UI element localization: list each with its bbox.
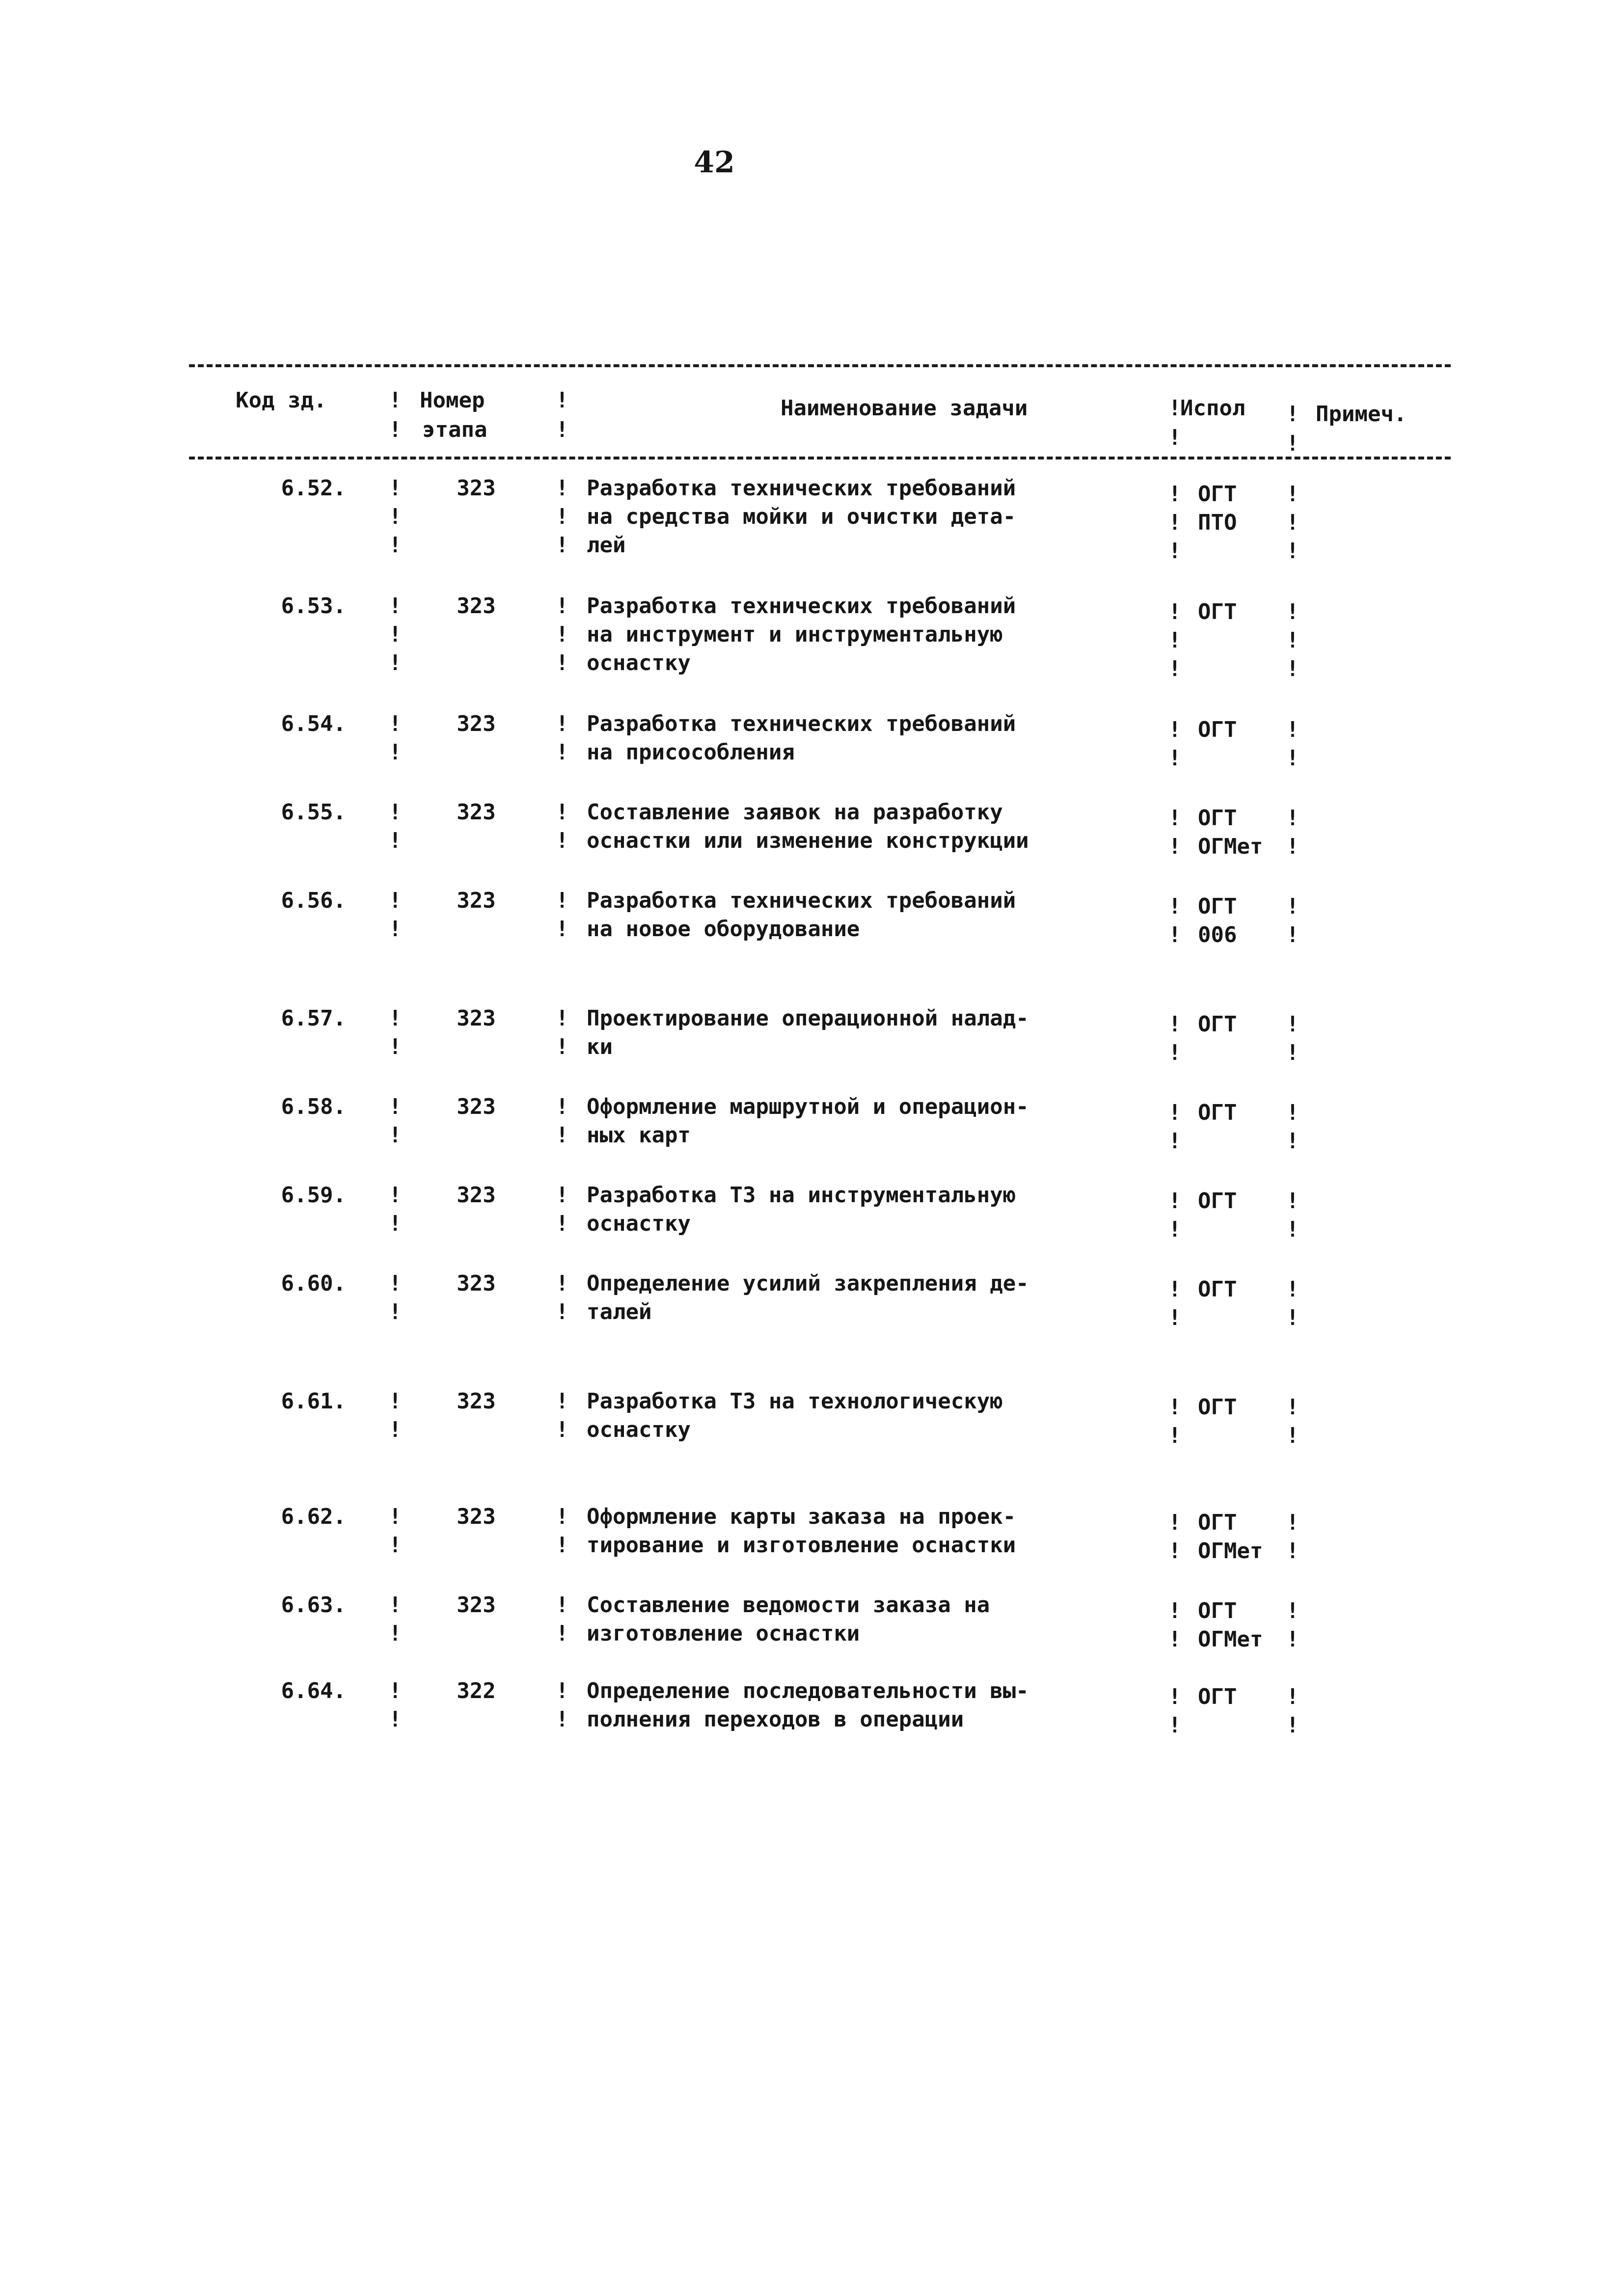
separator: ! — [555, 476, 569, 501]
separator: ! — [1286, 834, 1299, 859]
separator: ! — [1168, 1217, 1182, 1242]
separator: ! — [388, 594, 402, 619]
separator: ! — [1168, 1277, 1182, 1302]
separator: ! — [1286, 1713, 1299, 1738]
header-sep: ! — [1168, 396, 1182, 421]
separator: ! — [1168, 1539, 1182, 1564]
row-executor: ОГТ — [1198, 1598, 1237, 1623]
row-stage: 323 — [457, 1183, 496, 1208]
row-stage: 323 — [457, 1006, 496, 1031]
separator: ! — [1168, 628, 1182, 653]
header-stage: этапа — [422, 417, 487, 442]
row-executor: ОГТ — [1198, 806, 1237, 831]
row-name-line: на новое оборудование — [587, 917, 860, 942]
separator: ! — [1168, 1423, 1182, 1448]
separator: ! — [1286, 1510, 1299, 1535]
header-code: Код зд. — [236, 388, 327, 413]
separator: ! — [555, 1621, 569, 1646]
row-executor: ОГТ — [1198, 482, 1237, 507]
separator: ! — [1168, 1305, 1182, 1330]
header-sep: ! — [1286, 402, 1299, 427]
row-name-line: Определение последовательности вы- — [587, 1678, 1029, 1703]
row-name-line: оснастку — [587, 1417, 691, 1442]
separator: ! — [388, 1034, 402, 1059]
table-top-rule — [189, 364, 1451, 367]
row-executor: ОГТ — [1198, 1684, 1237, 1709]
separator: ! — [388, 1533, 402, 1558]
row-code: 6.52. — [281, 476, 346, 501]
separator: ! — [388, 800, 402, 825]
separator: ! — [1286, 539, 1299, 564]
separator: ! — [555, 533, 569, 558]
separator: ! — [555, 1417, 569, 1442]
row-name-line: Разработка ТЗ на инструментальную — [587, 1183, 1016, 1208]
separator: ! — [555, 1211, 569, 1236]
separator: ! — [1286, 746, 1299, 771]
separator: ! — [555, 1389, 569, 1414]
separator: ! — [1168, 1713, 1182, 1738]
header-sep: ! — [555, 388, 569, 413]
separator: ! — [1168, 1627, 1182, 1652]
separator: ! — [555, 711, 569, 736]
row-name-line: талей — [587, 1299, 652, 1324]
row-stage: 323 — [457, 888, 496, 913]
separator: ! — [555, 594, 569, 619]
separator: ! — [1168, 1012, 1182, 1037]
separator: ! — [555, 1707, 569, 1732]
header-name: Наименование задачи — [781, 396, 1028, 421]
row-name-line: Разработка технических требований — [587, 711, 1016, 736]
row-name-line: полнения переходов в операции — [587, 1707, 964, 1732]
separator: ! — [388, 476, 402, 501]
row-name-line: на присособления — [587, 740, 795, 765]
header-sep: ! — [388, 417, 402, 442]
separator: ! — [1168, 746, 1182, 771]
separator: ! — [1168, 1598, 1182, 1623]
separator: ! — [1168, 482, 1182, 507]
row-stage: 323 — [457, 711, 496, 736]
page-number: 42 — [694, 145, 735, 180]
separator: ! — [388, 917, 402, 942]
row-stage: 323 — [457, 1504, 496, 1529]
row-executor: ОГТ — [1198, 1510, 1237, 1535]
separator: ! — [555, 1183, 569, 1208]
separator: ! — [388, 1299, 402, 1324]
separator: ! — [388, 1094, 402, 1119]
separator: ! — [1286, 510, 1299, 535]
separator: ! — [555, 1034, 569, 1059]
row-name-line: ки — [587, 1034, 613, 1059]
separator: ! — [388, 740, 402, 765]
separator: ! — [388, 1504, 402, 1529]
separator: ! — [1286, 1423, 1299, 1448]
separator: ! — [388, 1389, 402, 1414]
separator: ! — [555, 1094, 569, 1119]
separator: ! — [388, 533, 402, 558]
header-sep: ! — [1286, 431, 1299, 456]
row-code: 6.63. — [281, 1593, 346, 1618]
separator: ! — [555, 828, 569, 853]
header-note: Примеч. — [1316, 402, 1407, 427]
row-executor: ОГМет — [1198, 1539, 1263, 1564]
separator: ! — [555, 1593, 569, 1618]
row-code: 6.57. — [281, 1006, 346, 1031]
separator: ! — [1168, 1395, 1182, 1420]
separator: ! — [388, 1593, 402, 1618]
separator: ! — [388, 1183, 402, 1208]
header-executor: Испол — [1180, 396, 1245, 421]
separator: ! — [1168, 1100, 1182, 1125]
separator: ! — [388, 1621, 402, 1646]
row-stage: 323 — [457, 1593, 496, 1618]
separator: ! — [1286, 482, 1299, 507]
row-name-line: Разработка технических требований — [587, 476, 1016, 501]
separator: ! — [1286, 1539, 1299, 1564]
separator: ! — [1286, 1598, 1299, 1623]
separator: ! — [388, 622, 402, 647]
header-sep: ! — [1168, 425, 1182, 450]
separator: ! — [1286, 656, 1299, 681]
header-sep: ! — [388, 388, 402, 413]
separator: ! — [1286, 1627, 1299, 1652]
row-executor: ОГТ — [1198, 1189, 1237, 1214]
separator: ! — [388, 1678, 402, 1703]
separator: ! — [1286, 1217, 1299, 1242]
separator: ! — [1168, 1684, 1182, 1709]
separator: ! — [1286, 1277, 1299, 1302]
separator: ! — [1286, 922, 1299, 947]
row-name-line: оснастки или изменение конструкции — [587, 828, 1029, 853]
separator: ! — [555, 1006, 569, 1031]
separator: ! — [388, 1707, 402, 1732]
row-code: 6.56. — [281, 888, 346, 913]
row-executor: ОГТ — [1198, 1100, 1237, 1125]
row-name-line: изготовление оснастки — [587, 1621, 860, 1646]
row-name-line: Оформление маршрутной и операцион- — [587, 1094, 1029, 1119]
separator: ! — [1286, 599, 1299, 624]
separator: ! — [555, 740, 569, 765]
separator: ! — [1286, 1189, 1299, 1214]
separator: ! — [555, 650, 569, 675]
row-name-line: Определение усилий закрепления де- — [587, 1271, 1029, 1296]
row-code: 6.61. — [281, 1389, 346, 1414]
row-executor: ОГТ — [1198, 1012, 1237, 1037]
row-name-line: тирование и изготовление оснастки — [587, 1533, 1016, 1558]
header-stage: Номер — [420, 388, 485, 413]
row-stage: 323 — [457, 594, 496, 619]
row-stage: 323 — [457, 800, 496, 825]
separator: ! — [555, 800, 569, 825]
separator: ! — [1286, 806, 1299, 831]
row-name-line: ных карт — [587, 1123, 691, 1148]
separator: ! — [555, 622, 569, 647]
row-name-line: Составление ведомости заказа на — [587, 1593, 990, 1618]
row-name-line: на инструмент и инструментальную — [587, 622, 1003, 647]
row-executor: ОГТ — [1198, 894, 1237, 919]
row-name-line: Составление заявок на разработку — [587, 800, 1003, 825]
row-code: 6.58. — [281, 1094, 346, 1119]
separator: ! — [1168, 656, 1182, 681]
separator: ! — [388, 1123, 402, 1148]
separator: ! — [1168, 894, 1182, 919]
separator: ! — [388, 711, 402, 736]
row-code: 6.54. — [281, 711, 346, 736]
separator: ! — [1168, 1510, 1182, 1535]
row-executor: ОГТ — [1198, 1277, 1237, 1302]
separator: ! — [388, 828, 402, 853]
separator: ! — [1286, 1012, 1299, 1037]
row-name-line: лей — [587, 533, 626, 558]
separator: ! — [1168, 922, 1182, 947]
separator: ! — [388, 1417, 402, 1442]
row-stage: 323 — [457, 476, 496, 501]
separator: ! — [1286, 894, 1299, 919]
separator: ! — [1286, 1684, 1299, 1709]
row-name-line: Проектирование операционной налад- — [587, 1006, 1029, 1031]
row-stage: 323 — [457, 1389, 496, 1414]
separator: ! — [1168, 1189, 1182, 1214]
row-name-line: Разработка ТЗ на технологическую — [587, 1389, 1003, 1414]
separator: ! — [1168, 1129, 1182, 1154]
separator: ! — [1286, 628, 1299, 653]
separator: ! — [1286, 1100, 1299, 1125]
separator: ! — [555, 1533, 569, 1558]
row-code: 6.55. — [281, 800, 346, 825]
separator: ! — [388, 888, 402, 913]
row-code: 6.53. — [281, 594, 346, 619]
separator: ! — [1168, 717, 1182, 742]
header-bottom-rule — [189, 457, 1451, 459]
separator: ! — [555, 1299, 569, 1324]
row-executor: ОГТ — [1198, 599, 1237, 624]
separator: ! — [1168, 539, 1182, 564]
row-executor: 006 — [1198, 922, 1237, 947]
separator: ! — [555, 1123, 569, 1148]
row-name-line: оснастку — [587, 1211, 691, 1236]
separator: ! — [555, 1678, 569, 1703]
separator: ! — [555, 1271, 569, 1296]
row-executor: ОГТ — [1198, 717, 1237, 742]
row-name-line: Оформление карты заказа на проек- — [587, 1504, 1016, 1529]
separator: ! — [1168, 806, 1182, 831]
separator: ! — [388, 1271, 402, 1296]
row-code: 6.62. — [281, 1504, 346, 1529]
separator: ! — [388, 1006, 402, 1031]
row-code: 6.59. — [281, 1183, 346, 1208]
row-executor: ОГМет — [1198, 1627, 1263, 1652]
row-code: 6.60. — [281, 1271, 346, 1296]
separator: ! — [1168, 834, 1182, 859]
row-name-line: Разработка технических требований — [587, 888, 1016, 913]
row-stage: 323 — [457, 1271, 496, 1296]
row-stage: 322 — [457, 1678, 496, 1703]
separator: ! — [555, 504, 569, 529]
separator: ! — [1168, 599, 1182, 624]
row-code: 6.64. — [281, 1678, 346, 1703]
row-stage: 323 — [457, 1094, 496, 1119]
separator: ! — [1286, 1129, 1299, 1154]
separator: ! — [1286, 717, 1299, 742]
separator: ! — [555, 1504, 569, 1529]
separator: ! — [1286, 1040, 1299, 1065]
separator: ! — [1286, 1395, 1299, 1420]
separator: ! — [555, 888, 569, 913]
separator: ! — [1286, 1305, 1299, 1330]
row-executor: ПТО — [1198, 510, 1237, 535]
separator: ! — [388, 650, 402, 675]
separator: ! — [1168, 510, 1182, 535]
row-name-line: на средства мойки и очистки дета- — [587, 504, 1016, 529]
separator: ! — [555, 917, 569, 942]
separator: ! — [388, 504, 402, 529]
row-name-line: Разработка технических требований — [587, 594, 1016, 619]
separator: ! — [1168, 1040, 1182, 1065]
row-name-line: оснастку — [587, 650, 691, 675]
row-executor: ОГТ — [1198, 1395, 1237, 1420]
separator: ! — [388, 1211, 402, 1236]
row-executor: ОГМет — [1198, 834, 1263, 859]
header-sep: ! — [555, 417, 569, 442]
